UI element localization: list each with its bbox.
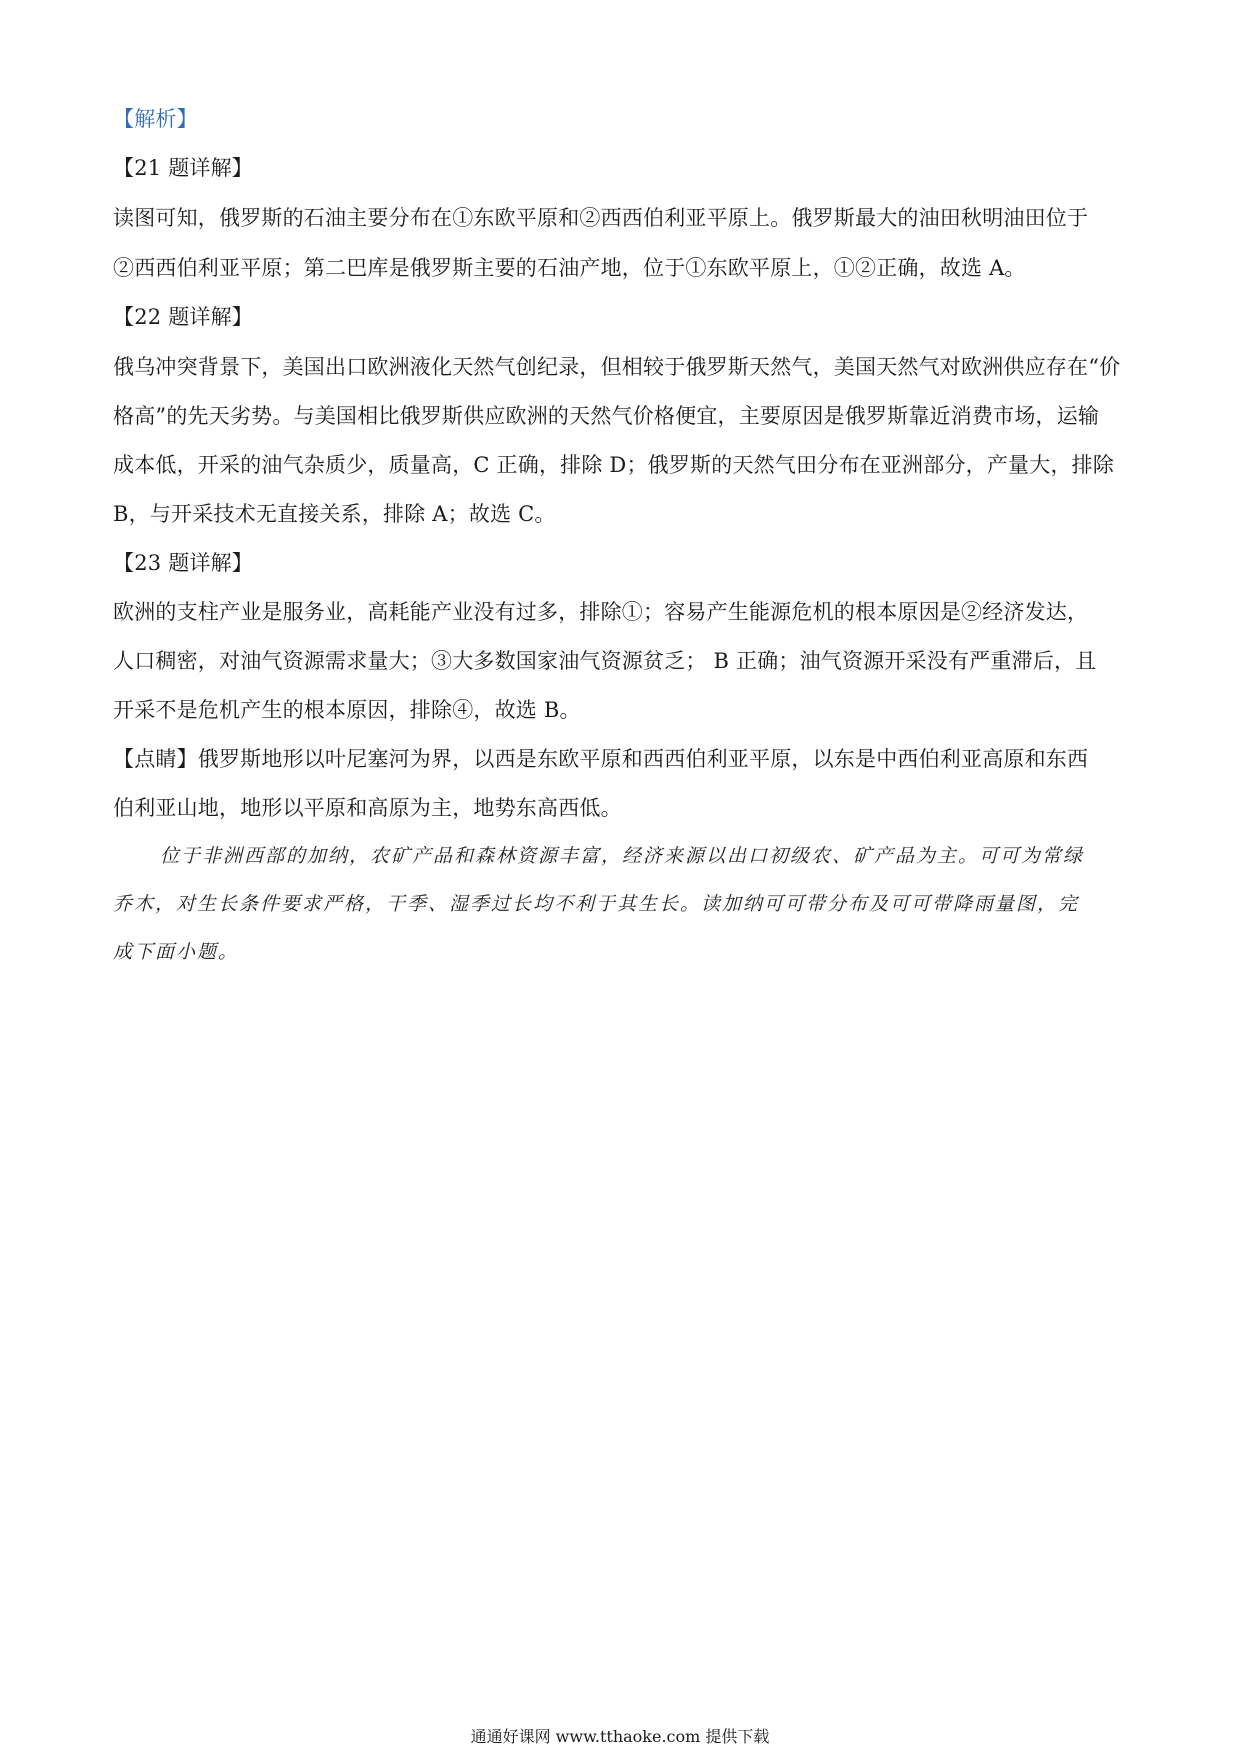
passage-line-3: 成下面小题。 [113,941,240,963]
q21-line-1: 读图可知，俄罗斯的石油主要分布在①东欧平原和②西西伯利亚平原上。俄罗斯最大的油田秋明油田位于 [113,206,1089,230]
passage-line-2: 乔木，对生长条件要求严格，干季、湿季过长均不利于其生长。读加纳可可带分布及可可带降雨量图，完 [113,893,1080,915]
q23-line-1: 欧洲的支柱产业是服务业，高耗能产业没有过多，排除①；容易产生能源危机的根本原因是②经济发达， [113,600,1089,624]
q22-heading: 【22 题详解】 [113,305,253,329]
q23-line-2: 人口稠密，对油气资源需求量大；③大多数国家油气资源贫乏； B 正确；油气资源开采没有严重滞后，且 [113,649,1097,673]
passage-line-1: 位于非洲西部的加纳，农矿产品和森林资源丰富，经济来源以出口初级农、矿产品为主。可可为常绿 [160,845,1085,867]
tip-line-1: 【点睛】俄罗斯地形以叶尼塞河为界，以西是东欧平原和西西伯利亚平原，以东是中西伯利亚高原和东西 [113,747,1089,771]
q21-heading: 【21 题详解】 [113,156,253,180]
analysis-label: 【解析】 [113,107,198,131]
q21-line-2: ②西西伯利亚平原；第二巴库是俄罗斯主要的石油产地，位于①东欧平原上，①②正确，故选 A。 [113,256,1026,280]
q22-line-1: 俄乌冲突背景下，美国出口欧洲液化天然气创纪录，但相较于俄罗斯天然气，美国天然气对欧洲供应存在“价 [113,355,1121,379]
q22-line-2: 格高”的先天劣势。与美国相比俄罗斯供应欧洲的天然气价格便宜，主要原因是俄罗斯靠近消费市场，运输 [113,404,1100,428]
tip-line-2: 伯利亚山地，地形以平原和高原为主，地势东高西低。 [113,796,622,820]
q22-line-4: B，与开采技术无直接关系，排除 A；故选 C。 [113,502,556,526]
page-footer: 通通好课网 www.tthaoke.com 提供下载 [470,1727,770,1746]
q23-heading: 【23 题详解】 [113,551,253,575]
q23-line-3: 开采不是危机产生的根本原因，排除④，故选 B。 [113,698,581,722]
q22-line-3: 成本低，开采的油气杂质少，质量高，C 正确，排除 D；俄罗斯的天然气田分布在亚洲部分，产量大，排除 [113,453,1115,477]
